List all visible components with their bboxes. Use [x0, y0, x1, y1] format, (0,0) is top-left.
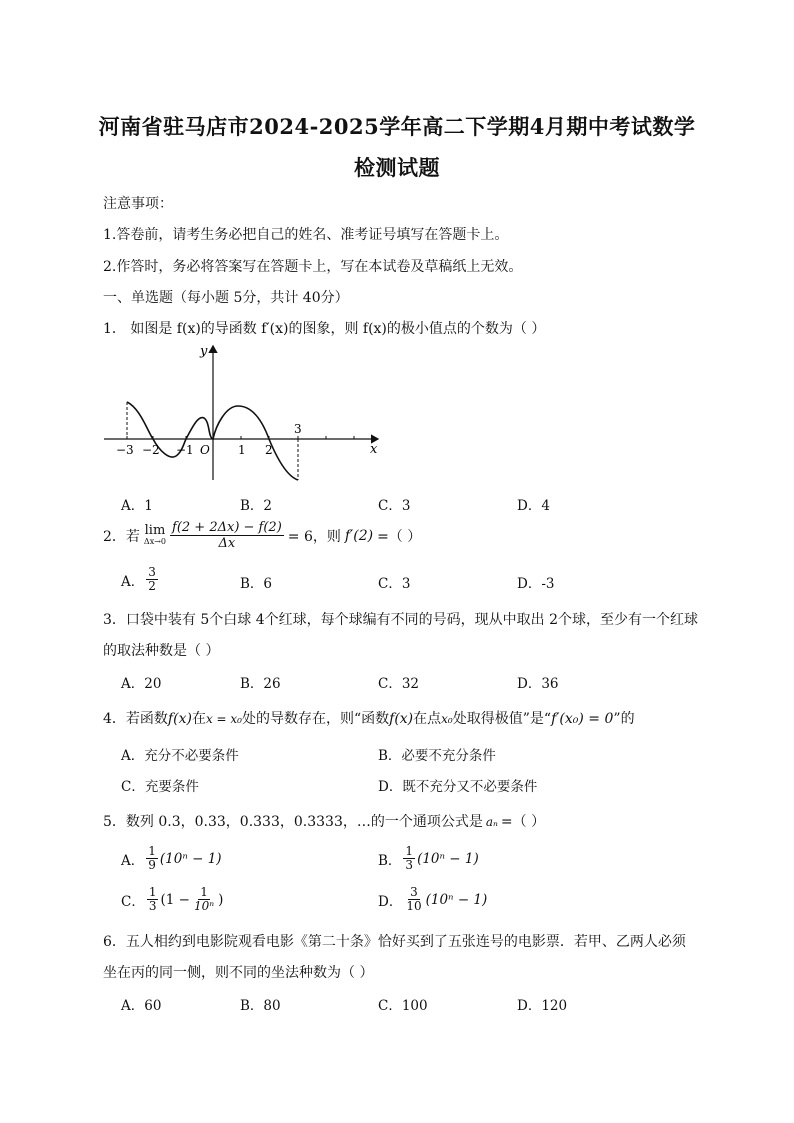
notes-header: 注意事项：	[103, 196, 173, 212]
q2-fraction	[170, 520, 284, 551]
q5-stem-end: =（ ）	[500, 814, 546, 830]
q4-option-c: C．充要条件	[121, 779, 199, 795]
q4-fx-2: f(x)	[389, 711, 414, 727]
q5-d-den: 10	[406, 899, 422, 913]
q4-text-4: 在点	[413, 711, 442, 727]
q5-b-num: 1	[405, 844, 414, 858]
q5-stem	[103, 811, 545, 831]
derivative-graph	[100, 340, 385, 485]
q2-option-a-den: 2	[148, 579, 156, 593]
q5-b-tail: (10ⁿ − 1)	[417, 850, 479, 867]
origin-label: O	[200, 443, 210, 457]
q2-stem	[103, 520, 421, 551]
note-1: 1.答卷前，请考生务必把自己的姓名、准考证号填写在答题卡上。	[103, 227, 509, 243]
q2-option-c: C．3	[378, 576, 411, 592]
q5-stem-text: 5．数列 0.3，0.33，0.333，0.3333，…的一个通项公式是	[103, 814, 483, 830]
q5-c-num: 1	[148, 885, 157, 899]
q2-option-a-fraction	[146, 566, 158, 593]
q4-text-1: 4．若函数	[103, 711, 168, 727]
section-heading: 一、单选题（每小题 5分，共计 40分）	[103, 290, 349, 306]
q5-option-a-label: A．	[121, 852, 145, 869]
q5-option-c-inner-fraction	[192, 886, 216, 913]
q3-option-c: C．32	[378, 676, 420, 692]
q2-lim-sub: Δx→0	[143, 536, 167, 546]
q5-c-tail: )	[218, 891, 224, 908]
q4-option-b: B．必要不充分条件	[378, 748, 496, 764]
q4-option-d: D．既不充分又不必要条件	[378, 779, 538, 795]
q5-option-d	[378, 886, 487, 913]
q2-option-b: B．6	[240, 576, 273, 592]
page-title: 河南省驻马店市2024-2025学年高二下学期4月期中考试数学	[98, 114, 696, 139]
q1-option-a: A．1	[121, 498, 153, 514]
q2-option-a	[121, 566, 158, 593]
q4-text-3: 处的导数存在，则“函数	[241, 711, 390, 727]
q2-numerator: f(2 + 2Δx) − f(2)	[172, 520, 282, 535]
q2-denominator: Δx	[218, 536, 236, 551]
q4-text-6: ”的	[613, 711, 635, 727]
q3-option-a: A．20	[121, 676, 162, 692]
tick-label-neg2: −2	[142, 443, 160, 457]
q2-end: =（ ）	[377, 528, 422, 545]
tick-label-neg1: −1	[176, 443, 194, 457]
x-axis-label: x	[370, 442, 378, 457]
q5-c-den: 3	[148, 899, 157, 913]
note-2: 2.作答时，务必将答案写在答题卡上，写在本试卷及草稿纸上无效。	[103, 259, 523, 275]
q4-text-5: 处取得极值”是“	[452, 711, 552, 727]
q1-option-d: D．4	[517, 498, 550, 514]
q2-prefix: 2．若	[103, 528, 140, 545]
q5-option-a	[121, 845, 222, 872]
q5-c-inner-num: 1	[200, 885, 208, 899]
q3-option-d: D．36	[517, 676, 559, 692]
q4-option-a: A．充分不必要条件	[121, 748, 239, 764]
q6-stem-line2: 坐在丙的同一侧，则不同的坐法种数为（ ）	[103, 965, 374, 981]
q6-option-d: D．120	[517, 998, 568, 1014]
q3-stem-line2: 的取法种数是（ ）	[103, 643, 220, 659]
q5-option-a-fraction	[146, 845, 158, 872]
tick-label-1: 1	[238, 443, 246, 457]
q4-fprime-x0: f′(x₀) = 0	[551, 711, 614, 727]
tick-label-2: 2	[265, 443, 273, 457]
q6-option-b: B．80	[240, 998, 281, 1014]
page-subtitle: 检测试题	[354, 155, 440, 180]
q5-option-c-label: C．	[121, 893, 145, 910]
q2-limit	[143, 522, 167, 547]
q5-c-inner-den: 10ⁿ	[193, 899, 215, 913]
q5-option-c	[121, 886, 223, 913]
q4-condition: x = x₀	[205, 712, 242, 726]
q4-stem	[103, 708, 635, 728]
q4-fx: f(x)	[167, 711, 192, 727]
q2-fprime: f′(2)	[344, 527, 374, 544]
q5-option-c-fraction	[147, 886, 159, 913]
q6-stem-line1: 6．五人相约到电影院观看电影《第二十条》恰好买到了五张连号的电影票．若甲、乙两人必须	[103, 934, 686, 950]
tick-label-3: 3	[294, 422, 302, 436]
q2-option-a-label: A．	[121, 573, 145, 590]
q5-an: aₙ	[485, 815, 498, 829]
q5-b-den: 3	[405, 858, 414, 872]
q4-text-2: 在	[191, 711, 206, 727]
q5-option-d-fraction	[404, 886, 423, 913]
q3-stem-line1: 3．口袋中装有 5个白球 4个红球，每个球编有不同的号码，现从中取出 2个球，至少有一个红球	[103, 612, 698, 628]
y-axis-label: y	[200, 344, 208, 359]
q2-option-a-num: 3	[148, 565, 156, 579]
q5-d-num: 3	[410, 885, 418, 899]
q2-after: = 6，则	[287, 528, 341, 545]
q6-option-c: C．100	[378, 998, 428, 1014]
q5-d-tail: (10ⁿ − 1)	[425, 891, 488, 908]
q3-option-b: B．26	[240, 676, 281, 692]
q1-option-b: B．2	[240, 498, 273, 514]
q5-option-b	[378, 845, 479, 872]
q5-option-b-label: B．	[378, 852, 402, 869]
q1-option-c: C．3	[378, 498, 411, 514]
q4-x0: x₀	[441, 712, 453, 726]
q5-option-d-label: D．	[378, 893, 403, 910]
q2-option-d: D．-3	[517, 576, 555, 592]
q5-a-tail: (10ⁿ − 1)	[159, 850, 222, 867]
q1-stem: 1． 如图是 f(x)的导函数 f′(x)的图象，则 f(x)的极小值点的个数为（ ）	[103, 321, 546, 337]
q5-a-den: 9	[148, 858, 156, 872]
tick-label-neg3: −3	[116, 443, 134, 457]
q5-a-num: 1	[148, 844, 156, 858]
q5-c-mid: (1 −	[160, 891, 190, 908]
q6-option-a: A．60	[121, 998, 162, 1014]
q2-lim-word: lim	[144, 522, 166, 538]
q5-option-b-fraction	[403, 845, 415, 872]
